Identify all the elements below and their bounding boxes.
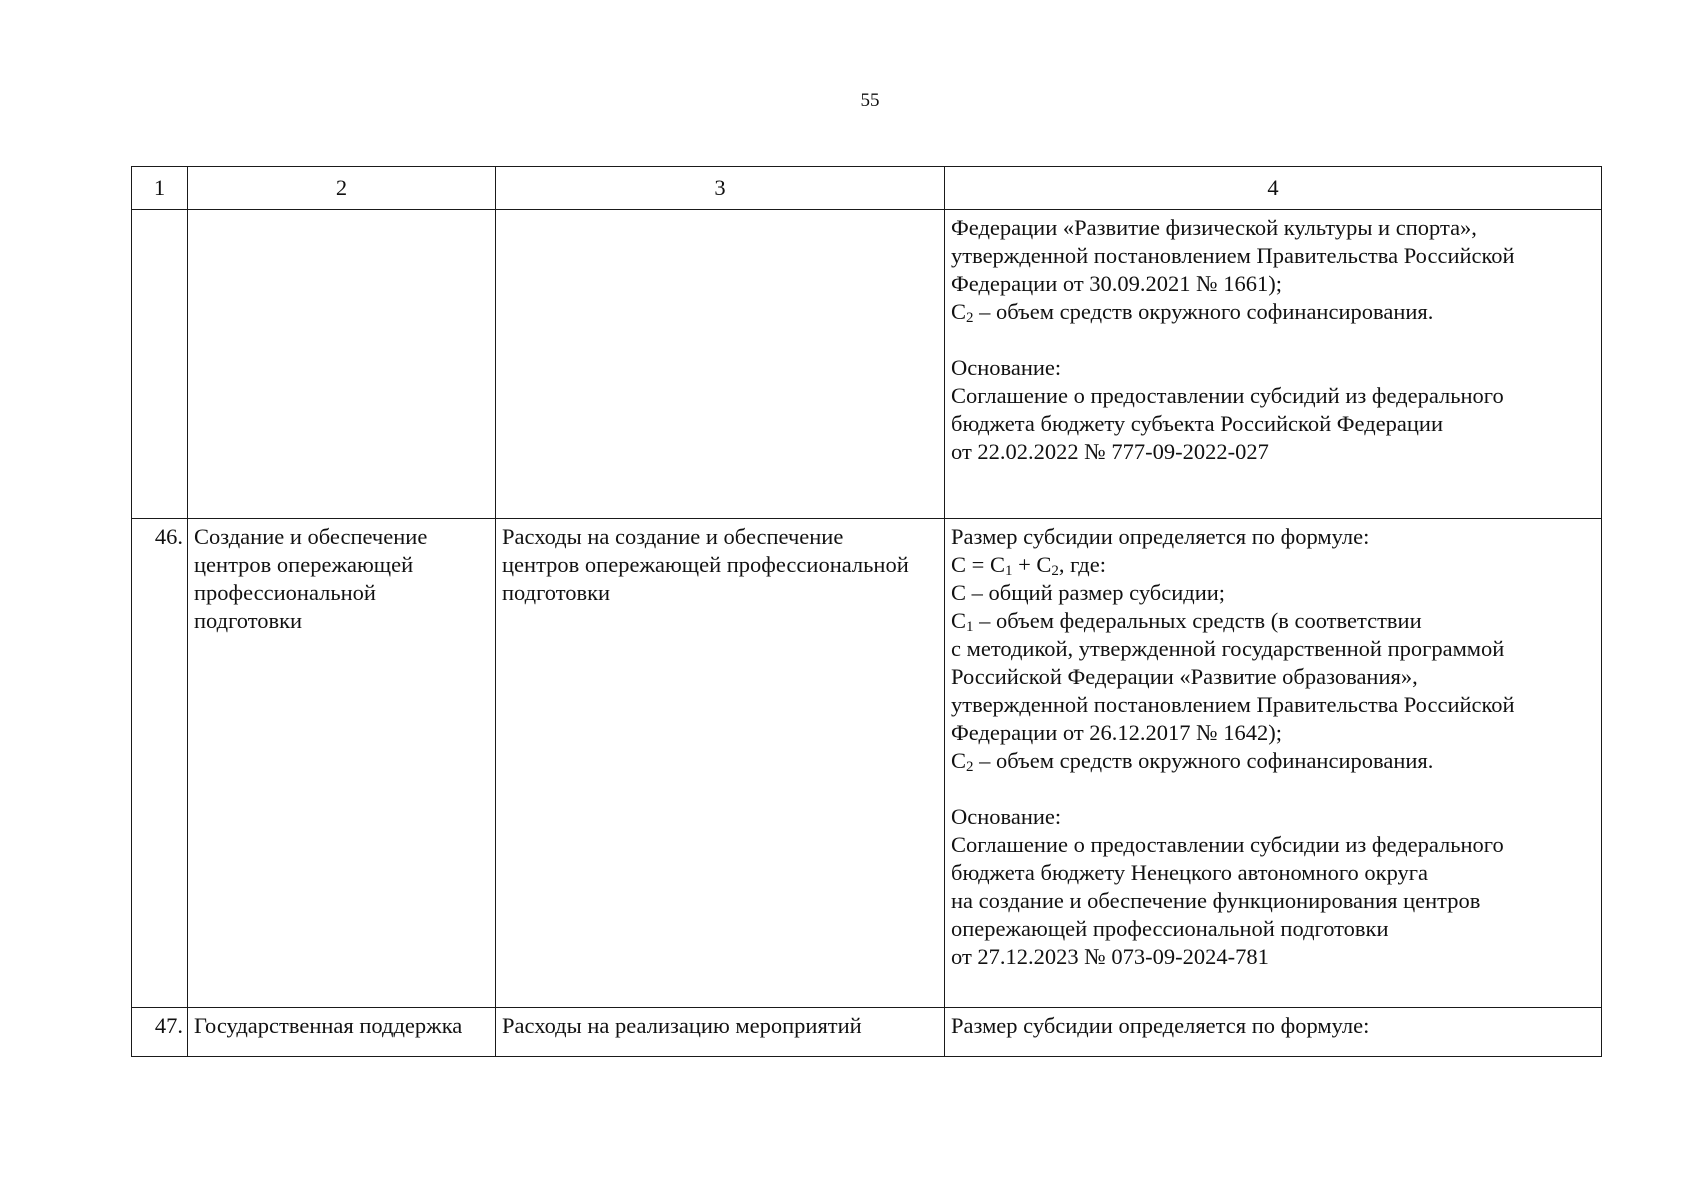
cell-line: на создание и обеспечение функционирования центров <box>951 888 1481 913</box>
cell-method <box>945 1008 1602 1057</box>
cell-number: 47. <box>132 1008 188 1057</box>
cell-number <box>132 210 188 519</box>
cell-line: Размер субсидии определяется по формуле: <box>951 1013 1370 1038</box>
cell-line: $C_2$ – объем средств окружного софинансирования. <box>951 748 1434 775</box>
cell-line: Расходы на создание и обеспечение <box>502 524 844 549</box>
cell-line: от 27.12.2023 № 073-09-2024-781 <box>951 944 1269 969</box>
cell-name <box>188 210 496 519</box>
table-row-continuation <box>132 210 1602 519</box>
header-col-2: 2 <box>188 167 496 210</box>
cell-line: $C = C_1 + C_2$, где: <box>951 552 1106 579</box>
cell-line: центров опережающей <box>194 552 414 577</box>
blank-line <box>951 775 1596 803</box>
page-number: 55 <box>860 90 880 111</box>
cell-line: $C_2$ – объем средств окружного софинансирования. <box>951 299 1434 326</box>
table-row-47 <box>132 1008 1602 1057</box>
cell-line: Соглашение о предоставлении субсидии из федерального <box>951 832 1504 857</box>
cell-expense <box>496 1008 945 1057</box>
cell-line: центров опережающей профессиональной <box>502 552 909 577</box>
header-col-1: 1 <box>132 167 188 210</box>
cell-line: Государственная поддержка <box>194 1013 463 1038</box>
cell-line: подготовки <box>502 580 611 605</box>
cell-line: Размер субсидии определяется по формуле: <box>951 524 1370 549</box>
cell-method <box>945 519 1602 1008</box>
cell-line: Федерации от 26.12.2017 № 1642); <box>951 720 1283 745</box>
cell-line: Расходы на реализацию мероприятий <box>502 1013 862 1038</box>
cell-line: Федерации «Развитие физической культуры и спорта», <box>951 215 1477 240</box>
header-col-4: 4 <box>945 167 1602 210</box>
cell-line: Основание: <box>951 355 1062 380</box>
subsidy-table <box>131 166 1602 1057</box>
cell-line: бюджета бюджету Ненецкого автономного округа <box>951 860 1428 885</box>
cell-expense <box>496 210 945 519</box>
cell-expense <box>496 519 945 1008</box>
cell-line: Основание: <box>951 804 1062 829</box>
cell-line: утвержденной постановлением Правительства Российской <box>951 243 1515 268</box>
cell-line: опережающей профессиональной подготовки <box>951 916 1389 941</box>
cell-line: с методикой, утвержденной государственной программой <box>951 636 1505 661</box>
cell-name <box>188 519 496 1008</box>
cell-line: Федерации от 30.09.2021 № 1661); <box>951 271 1283 296</box>
cell-method <box>945 210 1602 519</box>
cell-line: бюджета бюджету субъекта Российской Федерации <box>951 411 1444 436</box>
cell-name <box>188 1008 496 1057</box>
cell-line: Создание и обеспечение <box>194 524 428 549</box>
cell-line: профессиональной <box>194 580 376 605</box>
header-col-3: 3 <box>496 167 945 210</box>
cell-line: утвержденной постановлением Правительства Российской <box>951 692 1515 717</box>
table-row-46 <box>132 519 1602 1008</box>
cell-line: Российской Федерации «Развитие образования», <box>951 664 1418 689</box>
cell-number: 46. <box>132 519 188 1008</box>
cell-line: C – общий размер субсидии; <box>951 580 1226 605</box>
table-header-row <box>132 167 1602 210</box>
blank-line <box>951 326 1596 354</box>
cell-line: подготовки <box>194 608 303 633</box>
cell-line: Соглашение о предоставлении субсидий из федерального <box>951 383 1504 408</box>
cell-line: от 22.02.2022 № 777-09-2022-027 <box>951 439 1269 464</box>
cell-line: $C_1$ – объем федеральных средств (в соответствии <box>951 608 1422 635</box>
